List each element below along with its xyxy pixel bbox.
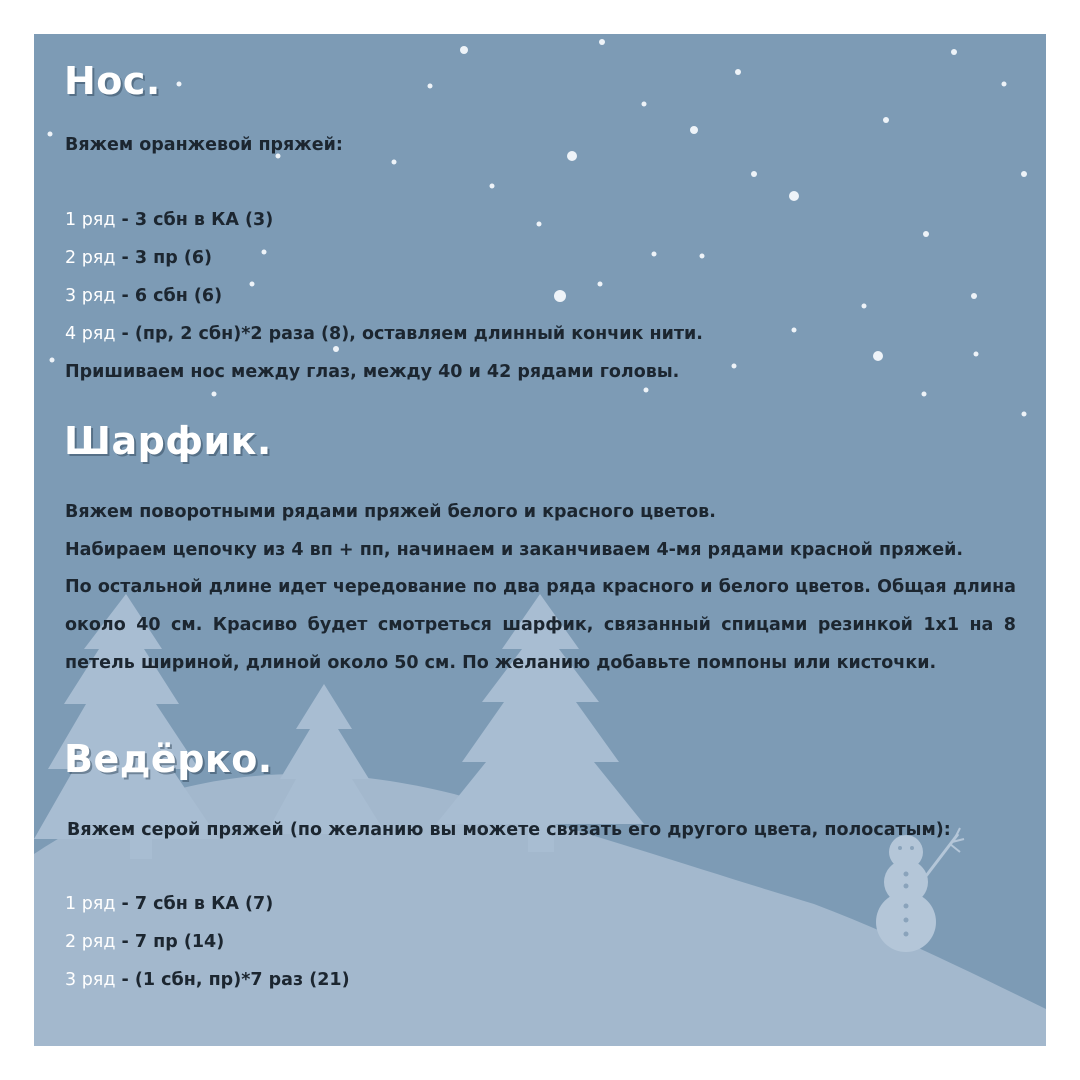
row-text: 3 сбн в КА (3)	[134, 210, 274, 230]
row-text: 3 пр (6)	[134, 248, 213, 268]
row-text: (1 сбн, пр)*7 раз (21)	[134, 970, 350, 990]
row-text: 6 сбн (6)	[134, 286, 223, 306]
row-label: 3 ряд	[65, 286, 116, 306]
recipe-content	[34, 34, 1046, 1046]
nose-row-3: 3 ряд - 6 сбн (6)	[65, 286, 223, 306]
bucket-row-1: 1 ряд - 7 сбн в КА (7)	[65, 894, 274, 914]
row-label: 1 ряд	[65, 210, 116, 230]
section-heading-bucket: Ведёрко.	[64, 737, 273, 781]
scarf-paragraph: По остальной длине идет чередование по два ряда красного и белого цветов. Общая длина около 40 см. Красиво будет смотреться шарфик, связанный спицами резинкой 1х1 на 8 петель шириной, длиной около 50 см. По желанию добавьте помпоны или кисточки.	[65, 577, 1016, 673]
row-label: 4 ряд	[65, 324, 116, 344]
row-text: (пр, 2 сбн)*2 раза (8), оставляем длинный кончик нити.	[134, 324, 703, 344]
nose-intro: Вяжем оранжевой пряжей:	[65, 135, 343, 155]
section-heading-nose: Нос.	[64, 59, 161, 103]
row-text: 7 сбн в КА (7)	[134, 894, 274, 914]
scarf-line-2: Набираем цепочку из 4 вп + пп, начинаем и заканчиваем 4-мя рядами красной пряжей.	[65, 540, 964, 560]
nose-row-4: 4 ряд - (пр, 2 сбн)*2 раза (8), оставляем длинный кончик нити.	[65, 324, 703, 344]
row-label: 2 ряд	[65, 248, 116, 268]
row-text: 7 пр (14)	[134, 932, 225, 952]
row-label: 3 ряд	[65, 970, 116, 990]
bucket-row-3: 3 ряд - (1 сбн, пр)*7 раз (21)	[65, 970, 350, 990]
recipe-card	[34, 34, 1046, 1046]
section-heading-scarf: Шарфик.	[64, 419, 272, 463]
nose-note: Пришиваем нос между глаз, между 40 и 42 рядами головы.	[65, 362, 680, 382]
nose-row-1: 1 ряд - 3 сбн в КА (3)	[65, 210, 274, 230]
row-label: 2 ряд	[65, 932, 116, 952]
bucket-row-2: 2 ряд - 7 пр (14)	[65, 932, 225, 952]
row-label: 1 ряд	[65, 894, 116, 914]
bucket-intro: Вяжем серой пряжей (по желанию вы можете связать его другого цвета, полосатым):	[67, 820, 951, 840]
nose-row-2: 2 ряд - 3 пр (6)	[65, 248, 213, 268]
scarf-line-1: Вяжем поворотными рядами пряжей белого и красного цветов.	[65, 502, 716, 522]
